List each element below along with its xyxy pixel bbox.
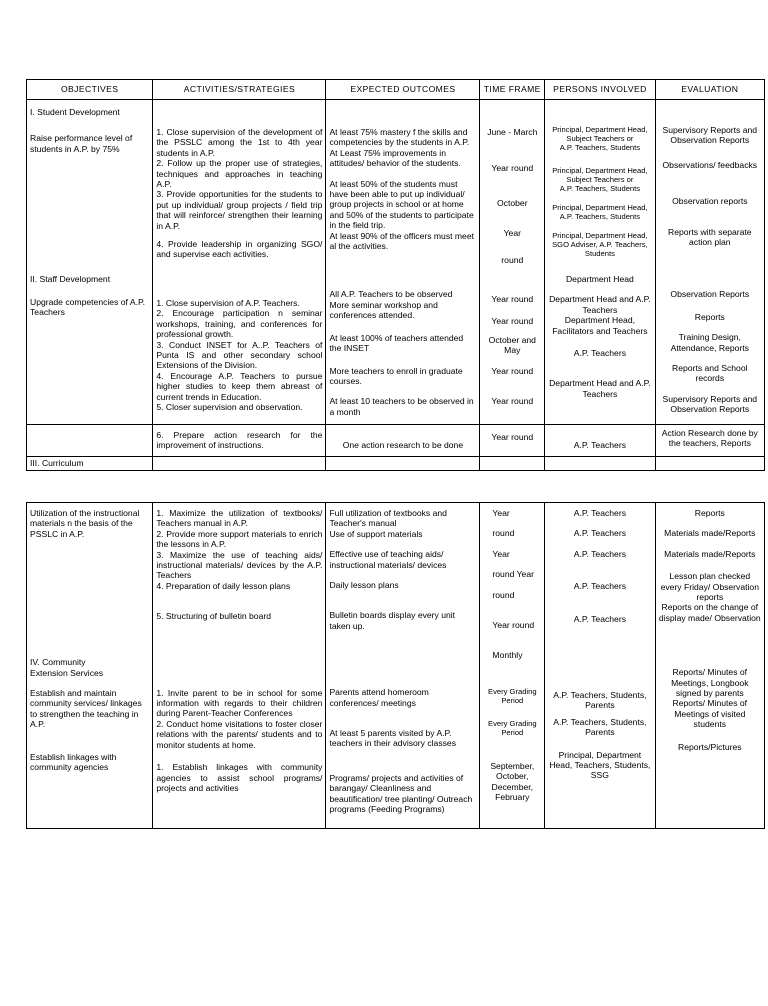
objectives-cell [27,100,153,425]
student-outcome-1: At least 75% mastery f the skills and competencies by the students in A.P. [329,127,470,148]
activities-cell [153,100,326,425]
staff-outcome-5: At least 10 teachers to be observed in a month [329,396,474,417]
objectives-cell-2 [27,503,153,829]
curriculum-time-4: round Year [492,569,534,580]
staff-evaluation-4: Reports and School records [672,363,748,384]
header-objectives: OBJECTIVES [27,80,153,100]
community-time-3: September, October, December, February [490,760,535,803]
staff-time-6: Year round [491,432,534,442]
staff-activity-1: 1. Close supervision of A.P. Teachers. [156,297,300,308]
student-time-4: Year [503,228,521,239]
staff-persons-6: A.P. Teachers [573,440,626,450]
student-objective: Raise performance level of students in A.P. by 75% [30,133,133,154]
staff-time-1: Year round [491,294,534,305]
curriculum-outcome-4: Daily lesson plans [329,580,399,591]
table-row-curriculum-heading [27,457,765,471]
action-plan-table-part-1 [26,79,765,471]
curriculum-activity-2: 2. Provide more support materials to enrich the lessons in A.P. [156,528,323,550]
community-activity-1: 1. Invite parent to be in school for some information with regards to their children during Parent-Teacher Conferences [156,687,323,719]
empty-cell [153,457,326,471]
staff-persons-4: A.P. Teachers [573,348,626,359]
student-evaluation-4: Reports with separate action plan [668,226,752,248]
curriculum-evaluation-2: Materials made/Reports [664,528,756,539]
staff-row6-evaluation-cell [655,425,764,457]
community-evaluation-1: Reports/ Minutes of Meetings, Longbook signed by parents [671,667,749,699]
section-community-1: IV. Community [30,657,86,668]
curriculum-time-6: Year round [492,620,535,631]
staff-outcome-3: At least 100% of teachers attended the INSET [329,332,464,354]
curriculum-activity-5: 5. Structuring of bulletin board [156,611,272,622]
staff-objective: Upgrade competencies of A.P. Teachers [30,296,145,318]
header-activities: ACTIVITIES/STRATEGIES [153,80,326,100]
staff-outcome-4: More teachers to enroll in graduate courses. [329,365,463,386]
student-evaluation-3: Observation reports [672,196,748,207]
staff-evaluation-2: Reports [694,311,725,322]
community-evaluation-3: Reports/Pictures [678,741,742,752]
header-evaluation: EVALUATION [655,80,764,100]
staff-time-4: Year round [491,365,534,376]
curriculum-persons-5: A.P. Teachers [573,613,626,624]
staff-activity-4: 4. Encourage A.P. Teachers to pursue higher studies to keep them abreast of current trends in Education. [156,370,323,402]
activities-cell-2 [153,503,326,829]
section-student-development: I. Student Development [30,107,120,117]
curriculum-persons-4: A.P. Teachers [573,581,626,592]
community-activity-2: 2. Conduct home visitations to foster closer relations with the parents/ students and to monitor students at home. [156,718,323,750]
student-time-2: Year round [491,163,534,174]
curriculum-outcome-3: Effective use of teaching aids/ instructional materials/ devices [329,549,447,570]
action-plan-table-part-2 [26,502,765,829]
header-time-frame: TIME FRAME [480,80,545,100]
student-activity-2: 2. Follow up the proper use of strategies, techniques and approaches in teaching A.P. [156,158,323,190]
staff-persons-3: Department Head, Facilitators and Teachers [552,315,648,336]
staff-persons-1: Department Head [565,274,634,284]
header-row [27,80,765,100]
staff-outcome-1: All A.P. Teachers to be observed [329,289,453,300]
student-activity-4: 4. Provide leadership in organizing SGO/ and supervise each activities. [156,239,323,260]
time-frame-cell-2 [480,503,545,829]
staff-row6-activity-cell [153,425,326,457]
section-staff-development: II. Staff Development [30,274,111,285]
staff-evaluation-6: Action Research done by the teachers, Reports [661,428,758,449]
empty-cell [480,457,545,471]
empty-cell [655,457,764,471]
student-persons-1: Principal, Department Head, Subject Teachers or [552,125,648,143]
table-row-development [27,100,765,425]
curriculum-outcome-2: Use of support materials [329,528,423,539]
community-outcome-2: At least 5 parents visited by A.P. teachers in their advisory classes [329,728,457,749]
curriculum-time-2: round [492,528,515,539]
community-objective-1: Establish and maintain community services/ linkages to strengthen the teaching in A.P. [30,688,142,730]
staff-evaluation-5: Supervisory Reports and Observation Reports [662,393,758,415]
curriculum-evaluation-5: Reports on the change of display made/ Observation [658,602,761,623]
persons-involved-cell [545,100,655,425]
student-outcome-4: At least 90% of the officers must meet al the activities. [329,230,475,252]
community-persons-1: A.P. Teachers, Students, Parents [553,690,647,711]
community-time-1: Every Grading Period [488,686,537,705]
student-time-3: October [497,197,528,208]
header-outcomes: EXPECTED OUTCOMES [326,80,480,100]
curriculum-time-1: Year [492,508,510,518]
student-persons-5: Principal, Department Head, A.P. Teachers, Students [552,203,648,221]
student-persons-6: Principal, Department Head, SGO Adviser, A.P. Teachers, Students [552,231,648,258]
curriculum-objective: Utilization of the instructional materials n the basis of the PSSLC in A.P. [30,508,140,539]
staff-activity-6: 6. Prepare action research for the improvement of instructions. [156,430,323,451]
curriculum-outcome-1: Full utilization of textbooks and Teacher's manual [329,508,447,529]
curriculum-activity-3: 3. Maximize the use of teaching aids/ instructional materials/ devices by the A.P. Teachers [156,549,323,581]
staff-outcome-2: More seminar workshop and conferences attended. [329,299,438,321]
curriculum-activity-4: 4. Preparation of daily lesson plans [156,580,291,591]
curriculum-persons-2: A.P. Teachers [573,528,626,539]
header-persons-involved: PERSONS INVOLVED [545,80,655,100]
section-curriculum: III. Curriculum [27,457,153,471]
staff-row6-outcome-cell [326,425,480,457]
staff-activity-3: 3. Conduct INSET for A..P. Teachers of Punta IS and other secondary school Extensions of the Division. [156,339,323,371]
curriculum-evaluation-4: Lesson plan checked every Friday/ Observation reports [660,571,759,603]
curriculum-time-5: round [492,589,515,600]
evaluation-cell [655,100,764,425]
staff-evaluation-1: Observation Reports [670,289,750,300]
community-activity-3: 1. Establish linkages with community agencies to assist school programs/ projects and activities [156,762,323,793]
curriculum-evaluation-3: Materials made/Reports [664,548,756,559]
empty-cell [326,457,480,471]
staff-time-5: Year round [491,396,534,407]
staff-outcome-6: One action research to be done [342,440,464,450]
student-activity-3: 3. Provide opportunities for the students to put up individual/ group projects / field trip that will reinforce/ strengthen their learning in A.P. [156,189,323,231]
persons-involved-cell-2 [545,503,655,829]
community-persons-2: A.P. Teachers, Students, Parents [553,716,647,738]
student-time-5: round [501,254,524,265]
outcomes-cell-2 [326,503,480,829]
curriculum-activity-1: 1. Maximize the utilization of textbooks/ Teachers manual in A.P. [156,508,323,529]
staff-activity-2: 2. Encourage participation n seminar workshops, training, and conferences for professional growth. [156,308,323,340]
staff-row6-persons-cell [545,425,655,457]
staff-persons-2: Department Head and A.P. Teachers [549,294,651,315]
community-outcome-3: Programs/ projects and activities of barangay/ Cleanliness and beautification/ tree planting/ Outreach programs (Feeding Programs) [329,772,473,815]
curriculum-time-7: Monthly [492,650,523,661]
community-persons-3: Principal, Department Head, Teachers, Students, SSG [549,749,651,781]
staff-persons-5: Department Head and A.P. Teachers [549,378,651,399]
student-persons-2: A.P. Teachers, Students [559,143,641,152]
curriculum-evaluation-1: Reports [694,508,725,518]
time-frame-cell [480,100,545,425]
community-time-2: Every Grading Period [488,718,537,737]
staff-row6-objective-cell [27,425,153,457]
curriculum-outcome-5: Bulletin boards display every unit taken up. [329,610,456,631]
staff-time-3: October and May [488,334,536,356]
staff-time-2: Year round [491,316,534,327]
curriculum-time-3: Year [492,548,510,559]
student-time-1: June - March [487,127,538,137]
student-persons-3: Principal, Department Head, Subject Teachers or [552,166,648,184]
staff-activity-5: 5. Closer supervision and observation. [156,401,303,412]
table-row-staff-6 [27,425,765,457]
staff-row6-time-cell [480,425,545,457]
student-persons-4: A.P. Teachers, Students [559,184,641,193]
community-evaluation-2: Reports/ Minutes of Meetings of visited students [672,698,748,730]
student-activity-1: 1. Close supervision of the development of the PSSLC among the 1st to 4th year students in A.P. [156,127,323,158]
outcomes-cell [326,100,480,425]
community-outcome-1: Parents attend homeroom conferences/ meetings [329,687,429,708]
section-community-2: Extension Services [30,667,104,678]
student-outcome-3: At least 50% of the students must have been able to put up individual/ group projects in school or at home and 50% of the students to participate in the field trip. [329,178,474,231]
community-objective-2: Establish linkages with community agencies [30,751,117,773]
staff-evaluation-3: Training Design, Attendance, Reports [670,332,749,353]
table-row-curriculum-community [27,503,765,829]
student-evaluation-1: Supervisory Reports and Observation Reports [662,125,758,146]
curriculum-persons-1: A.P. Teachers [573,508,626,518]
student-outcome-2: At Least 75% improvements in attitudes/ behavior of the students. [329,147,461,169]
evaluation-cell-2 [655,503,764,829]
curriculum-persons-3: A.P. Teachers [573,548,626,559]
empty-cell [545,457,655,471]
student-evaluation-2: Observations/ feedbacks [662,159,758,170]
